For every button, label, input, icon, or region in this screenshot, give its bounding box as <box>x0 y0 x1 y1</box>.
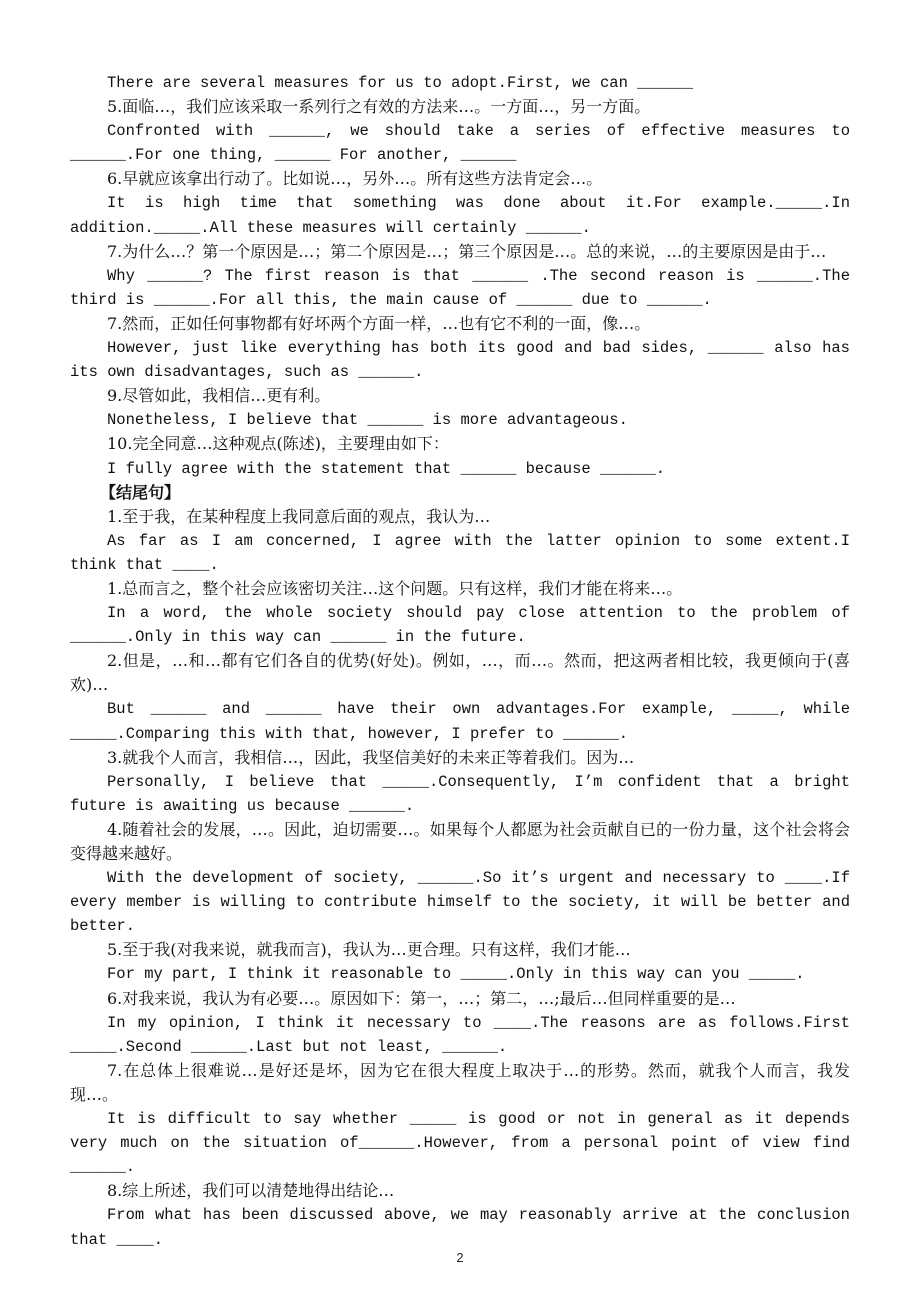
sentence-en: It is high time that something was done about it.For example._____.In addition._____.All these measures will certainly ______. <box>70 194 850 237</box>
sentence-zh: 1.至于我，在某种程度上我同意后面的观点，我认为… <box>107 506 491 526</box>
document-page <box>70 71 850 1252</box>
sentence-en: Nonetheless, I believe that ______ is more advantageous. <box>107 411 628 430</box>
sentence-en: As far as I am concerned, I agree with the latter opinion to some extent.I think that ____. <box>70 531 850 574</box>
sentence-zh: 10.完全同意…这种观点(陈述)，主要理由如下： <box>107 434 449 454</box>
sentence-zh: 6.早就应该拿出行动了。比如说…，另外…。所有这些方法肯定会…。 <box>107 169 603 189</box>
sentence-en: There are several measures for us to adopt.First, we can ______ <box>107 74 693 92</box>
sentence-zh: 1.总而言之，整个社会应该密切关注…这个问题。只有这样，我们才能在将来…。 <box>107 578 683 598</box>
sentence-en: But ______ and ______ have their own advantages.For example, _____, while _____.Comparing this with that, however, I prefer to ______. <box>70 700 850 743</box>
sentence-zh: 7.然而，正如任何事物都有好坏两个方面一样，…也有它不利的一面，像…。 <box>107 313 651 333</box>
sentence-zh: 7.为什么…？第一个原因是…；第二个原因是…；第三个原因是…。总的来说，…的主要原因是由于… <box>107 241 827 261</box>
sentence-zh: 4.随着社会的发展，…。因此，迫切需要…。如果每个人都愿为社会贡献自已的一份力量，这个社会将会变得越来越好。 <box>70 819 850 863</box>
sentence-en: Personally, I believe that _____.Consequently, I’m confident that a bright future is awaiting us because ______. <box>70 772 850 815</box>
sentence-zh: 5.至于我(对我来说，就我而言)，我认为…更合理。只有这样，我们才能… <box>107 940 631 960</box>
sentence-zh: 2.但是，…和…都有它们各自的优势(好处)。例如，…，而…。然而，把这两者相比较，我更倾向于(喜欢)… <box>70 651 850 695</box>
sentence-en: In a word, the whole society should pay close attention to the problem of ______.Only in this way can ______ in the future. <box>70 604 850 647</box>
sentence-en: For my part, I think it reasonable to _____.Only in this way can you _____. <box>107 965 805 984</box>
sentence-en: It is difficult to say whether _____ is good or not in general as it depends very much on the situation of______.However, from a personal point of view find ______. <box>70 1110 850 1177</box>
sentence-en: Why ______? The first reason is that ______ .The second reason is ______.The third is ______.For all this, the main cause of ______ due to ______. <box>70 266 850 309</box>
sentence-en: I fully agree with the statement that ______ because ______. <box>107 459 666 478</box>
page-number: 2 <box>456 1250 464 1265</box>
sentence-en: However, just like everything has both its good and bad sides, ______ also has its own disadvantages, such as ______. <box>70 339 850 382</box>
sentence-zh: 7.在总体上很难说…是好还是坏，因为它在很大程度上取决于…的形势。然而，就我个人而言，我发现…。 <box>70 1060 850 1104</box>
sentence-en: Confronted with ______, we should take a series of effective measures to ______.For one thing, ______ For another, ______ <box>70 122 850 165</box>
sentence-zh: 9.尽管如此，我相信…更有利。 <box>107 386 331 406</box>
section-heading-closing: 【结尾句】 <box>100 482 181 502</box>
sentence-en: From what has been discussed above, we may reasonably arrive at the conclusion that ____. <box>70 1206 850 1249</box>
sentence-zh: 5.面临…，我们应该采取一系列行之有效的方法来…。一方面…，另一方面。 <box>107 97 651 117</box>
sentence-en: In my opinion, I think it necessary to ____.The reasons are as follows.First _____.Second ______.Last but not least, ______. <box>70 1013 850 1056</box>
sentence-zh: 6.对我来说，我认为有必要…。原因如下：第一，…；第二，…;最后…但同样重要的是… <box>107 988 736 1008</box>
sentence-en: With the development of society, ______.So it’s urgent and necessary to ____.If every member is willing to contribute himself to the society, it will be better and better. <box>70 869 850 936</box>
sentence-zh: 8.综上所述，我们可以清楚地得出结论… <box>107 1181 395 1201</box>
sentence-zh: 3.就我个人而言，我相信…，因此，我坚信美好的未来正等着我们。因为… <box>107 747 635 767</box>
